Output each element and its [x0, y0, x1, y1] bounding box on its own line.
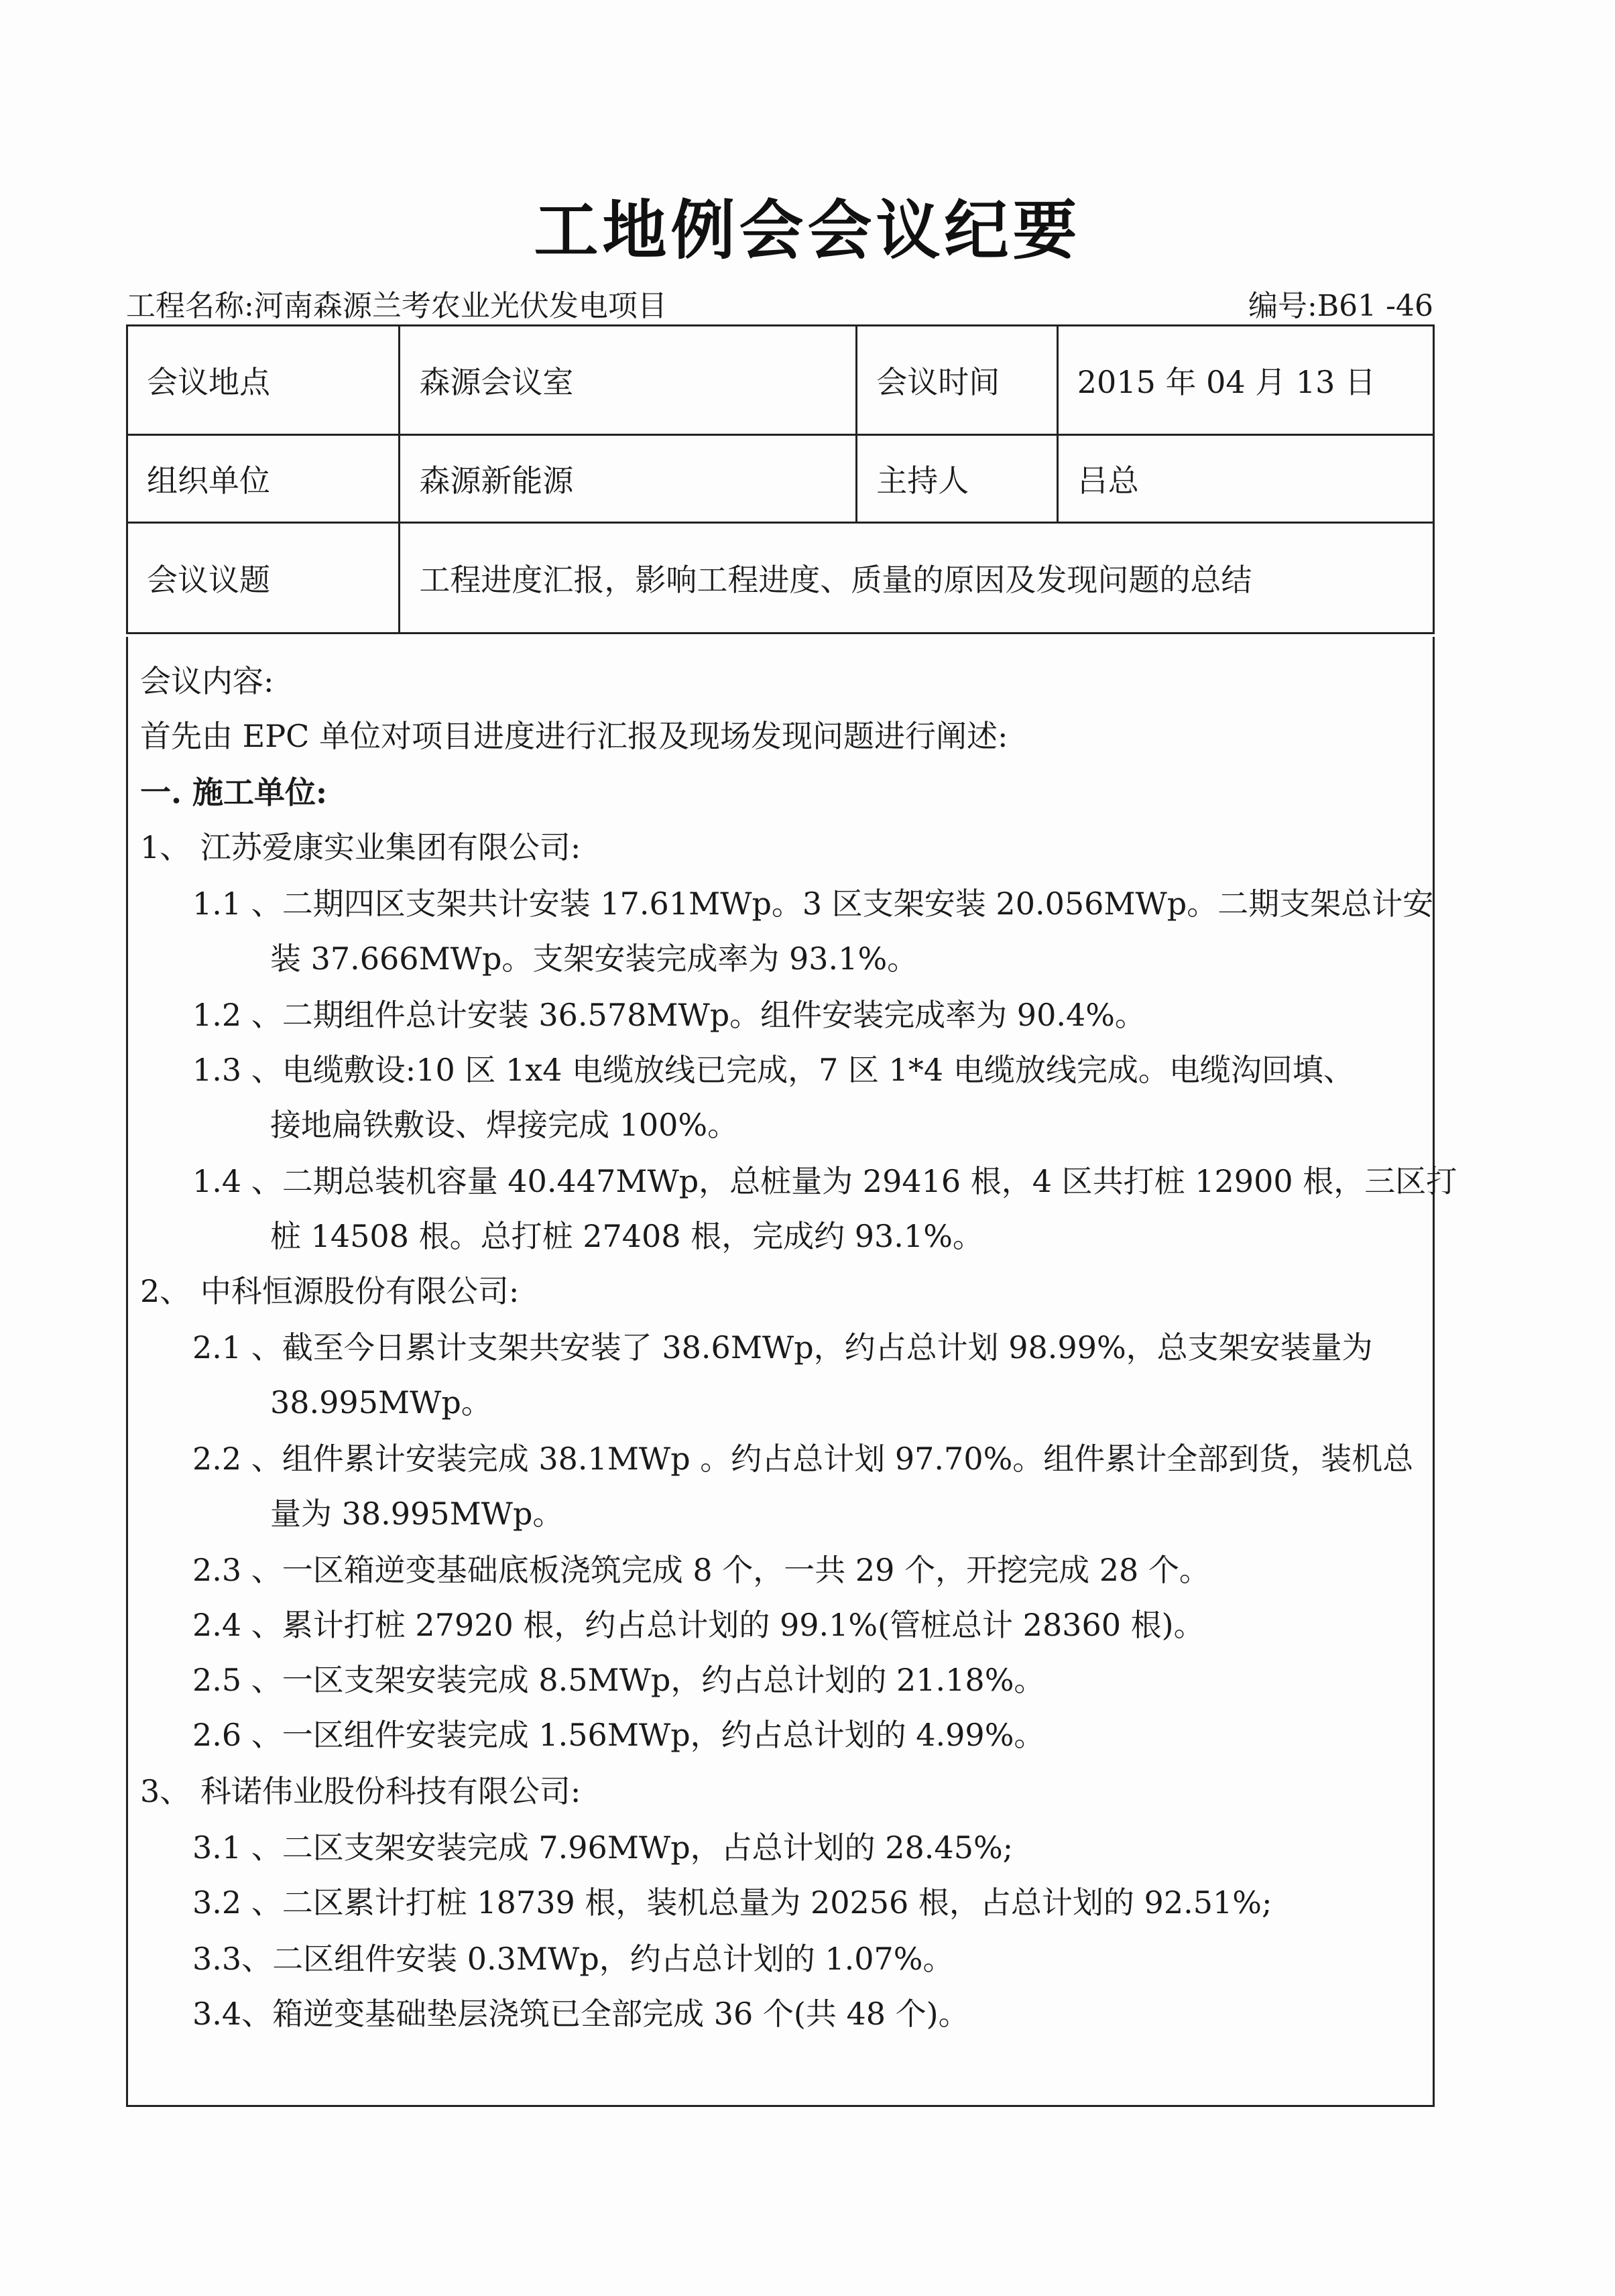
- location-value: 森源会议室: [400, 326, 857, 435]
- content-heading: 会议内容:: [140, 663, 274, 699]
- topic-value: 工程进度汇报，影响工程进度、质量的原因及发现问题的总结: [400, 523, 1434, 633]
- info-row-organizer: [127, 435, 1434, 523]
- time-value: 2015 年 04 月 13 日: [1057, 326, 1433, 435]
- item-2-4: 2.4 、累计打桩 27920 根，约占总计划的 99.1%(管桩总计 28360 根)。: [192, 1607, 1205, 1643]
- meta-row: [126, 282, 1433, 322]
- meeting-content-box: [126, 637, 1457, 2107]
- item-3-4: 3.4、箱逆变基础垫层浇筑已全部完成 36 个(共 48 个)。: [192, 1996, 969, 2032]
- location-label: 会议地点: [127, 326, 400, 435]
- time-label: 会议时间: [857, 326, 1058, 435]
- info-row-topic: [127, 523, 1434, 633]
- item-2-2-line-1: 2.2 、组件累计安装完成 38.1MWp 。约占总计划 97.70%。组件累计全部到货，装机总: [192, 1441, 1414, 1477]
- project-name: 工程名称:河南森源兰考农业光伏发电项目: [126, 289, 667, 323]
- item-1-1-line-2: 装 37.666MWp。支架安装完成率为 93.1%。: [270, 941, 918, 977]
- company-3-title: 3、 科诺伟业股份科技有限公司:: [140, 1773, 581, 1809]
- topic-label: 会议议题: [127, 523, 400, 633]
- item-2-1-line-1: 2.1 、截至今日累计支架共安装了 38.6MWp，约占总计划 98.99%，总支架安装量为: [192, 1329, 1373, 1366]
- section-heading-contractors: 一. 施工单位:: [140, 774, 328, 810]
- item-2-1-line-2: 38.995MWp。: [270, 1384, 492, 1421]
- item-1-4-line-1: 1.4 、二期总装机容量 40.447MWp，总桩量为 29416 根，4 区共打桩 12900 根，三区打: [192, 1163, 1457, 1199]
- host-label: 主持人: [857, 435, 1058, 523]
- host-value: 吕总: [1057, 435, 1433, 523]
- document-title: 工地例会会议纪要: [534, 193, 1081, 268]
- item-1-1-line-1: 1.1 、二期四区支架共计安装 17.61MWp。3 区支架安装 20.056MWp。二期支架总计安: [192, 886, 1434, 922]
- item-1-3-line-2: 接地扁铁敷设、焊接完成 100%。: [270, 1107, 739, 1143]
- content-intro: 首先由 EPC 单位对项目进度进行汇报及现场发现问题进行阐述:: [140, 718, 1008, 754]
- info-row-location: [127, 326, 1434, 435]
- item-2-3: 2.3 、一区箱逆变基础底板浇筑完成 8 个，一共 29 个，开挖完成 28 个。: [192, 1552, 1210, 1588]
- item-3-3: 3.3、二区组件安装 0.3MWp，约占总计划的 1.07%。: [192, 1941, 954, 1977]
- item-1-4-line-2: 桩 14508 根。总打桩 27408 根，完成约 93.1%。: [270, 1218, 983, 1254]
- item-1-2: 1.2 、二期组件总计安装 36.578MWp。组件安装完成率为 90.4%。: [192, 997, 1146, 1033]
- item-1-3-line-1: 1.3 、电缆敷设:10 区 1x4 电缆放线已完成，7 区 1*4 电缆放线完成。电缆沟回填、: [192, 1052, 1354, 1088]
- document-code: 编号:B61 -46: [1248, 289, 1433, 323]
- organizer-label: 组织单位: [127, 435, 400, 523]
- item-2-6: 2.6 、一区组件安装完成 1.56MWp，约占总计划的 4.99%。: [192, 1717, 1045, 1753]
- company-1-title: 1、 江苏爱康实业集团有限公司:: [140, 829, 581, 865]
- organizer-value: 森源新能源: [400, 435, 857, 523]
- item-2-5: 2.5 、一区支架安装完成 8.5MWp，约占总计划的 21.18%。: [192, 1662, 1045, 1698]
- company-2-title: 2、 中科恒源股份有限公司:: [140, 1273, 520, 1309]
- item-3-1: 3.1 、二区支架安装完成 7.96MWp，占总计划的 28.45%;: [192, 1829, 1014, 1866]
- meeting-info-table: [126, 324, 1435, 634]
- item-2-2-line-2: 量为 38.995MWp。: [270, 1496, 564, 1532]
- item-3-2: 3.2 、二区累计打桩 18739 根，装机总量为 20256 根，占总计划的 92.51%;: [192, 1884, 1272, 1921]
